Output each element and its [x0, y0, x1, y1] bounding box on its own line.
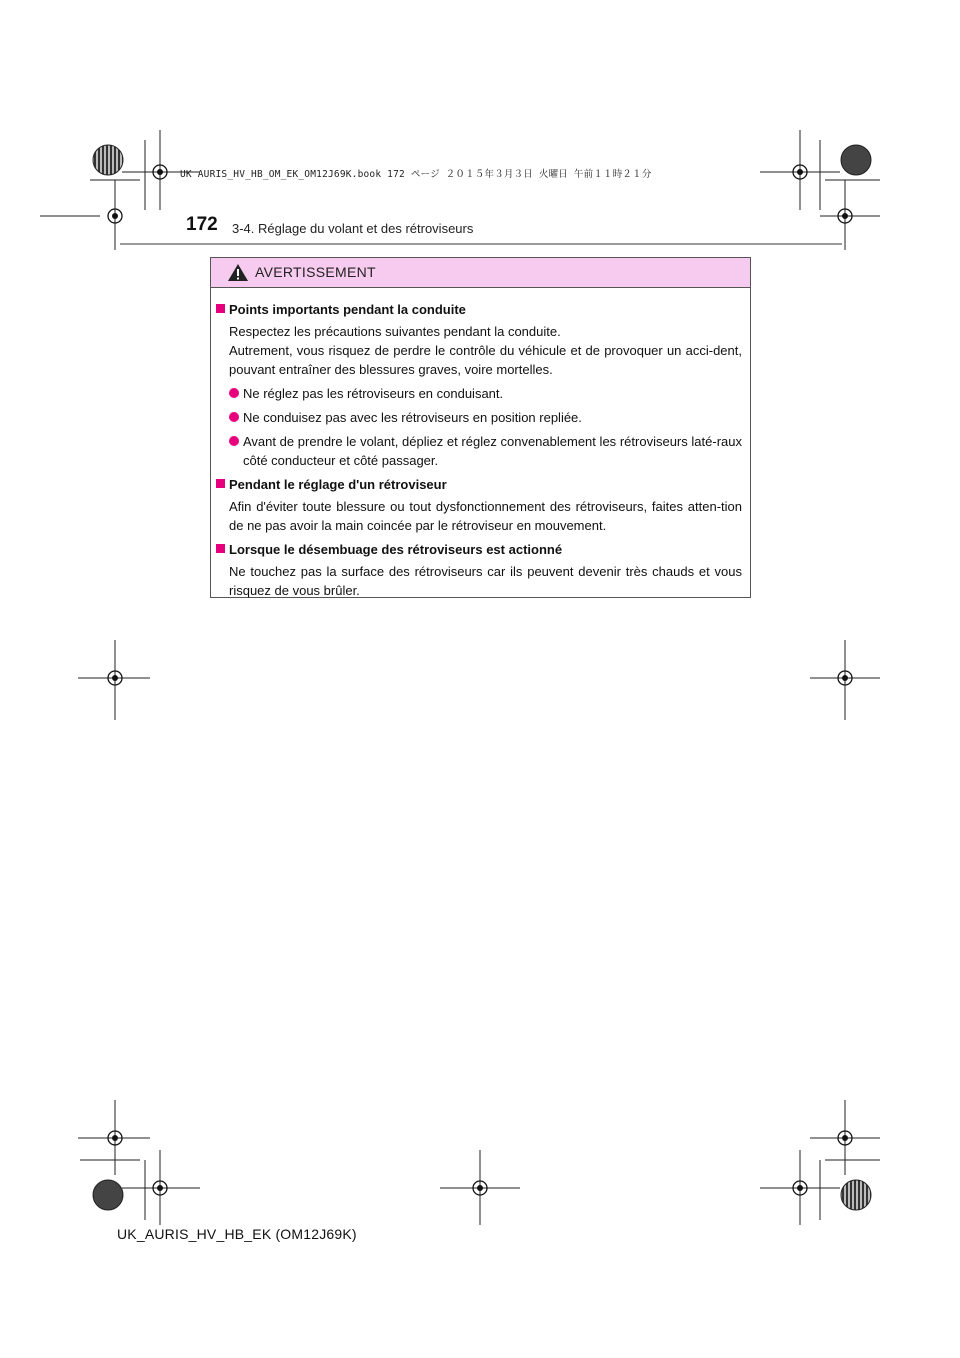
paragraph: Afin d'éviter toute blessure ou tout dysfonctionnement des rétroviseurs, faites atten-tion de ne pas avoir la main coincée par le rétroviseur en mouvement. — [229, 499, 742, 533]
starburst-mark-icon — [93, 145, 123, 175]
document-code: UK_AURIS_HV_HB_EK (OM12J69K) — [117, 1226, 357, 1242]
square-bullet-icon — [216, 304, 225, 313]
starburst-mark-icon — [93, 1180, 123, 1210]
list-item: Avant de prendre le volant, dépliez et réglez convenablement les rétroviseurs laté-raux côté conducteur et côté passager. — [229, 432, 742, 470]
square-bullet-icon — [216, 479, 225, 488]
header-rule — [120, 243, 842, 245]
list-item: Ne réglez pas les rétroviseurs en conduisant. — [229, 384, 742, 403]
dot-bullet-icon — [229, 412, 239, 422]
warning-triangle-icon — [227, 263, 249, 282]
paragraph: Ne touchez pas la surface des rétroviseurs car ils peuvent devenir très chauds et vous risquez de vous brûler. — [229, 564, 742, 598]
starburst-mark-icon — [841, 1180, 871, 1210]
paragraph: Autrement, vous risquez de perdre le contrôle du véhicule et de provoquer un acci-dent, pouvant entraîner des blessures graves, voire mortelles. — [229, 343, 742, 377]
warning-section — [217, 540, 742, 600]
warning-body — [211, 288, 750, 600]
section-heading: Pendant le réglage d'un rétroviseur — [229, 477, 447, 492]
warning-title: AVERTISSEMENT — [255, 264, 376, 280]
starburst-mark-icon — [841, 145, 871, 175]
paragraph: Respectez les précautions suivantes pendant la conduite. — [229, 324, 561, 339]
book-info-line: UK AURIS_HV_HB_OM_EK_OM12J69K.book 172 ページ ２０１５年３月３日 火曜日 午前１１時２１分 — [180, 169, 652, 180]
list-item: Ne conduisez pas avec les rétroviseurs en position repliée. — [229, 408, 742, 427]
warning-header — [211, 258, 750, 288]
dot-bullet-icon — [229, 388, 239, 398]
warning-section — [217, 475, 742, 535]
warning-section — [217, 300, 742, 470]
dot-bullet-icon — [229, 436, 239, 446]
page-number: 172 — [186, 214, 218, 235]
warning-box — [210, 257, 751, 598]
square-bullet-icon — [216, 544, 225, 553]
section-heading: Lorsque le désembuage des rétroviseurs est actionné — [229, 542, 563, 557]
section-heading: Points importants pendant la conduite — [229, 302, 466, 317]
section-title: 3-4. Réglage du volant et des rétroviseurs — [232, 221, 474, 236]
